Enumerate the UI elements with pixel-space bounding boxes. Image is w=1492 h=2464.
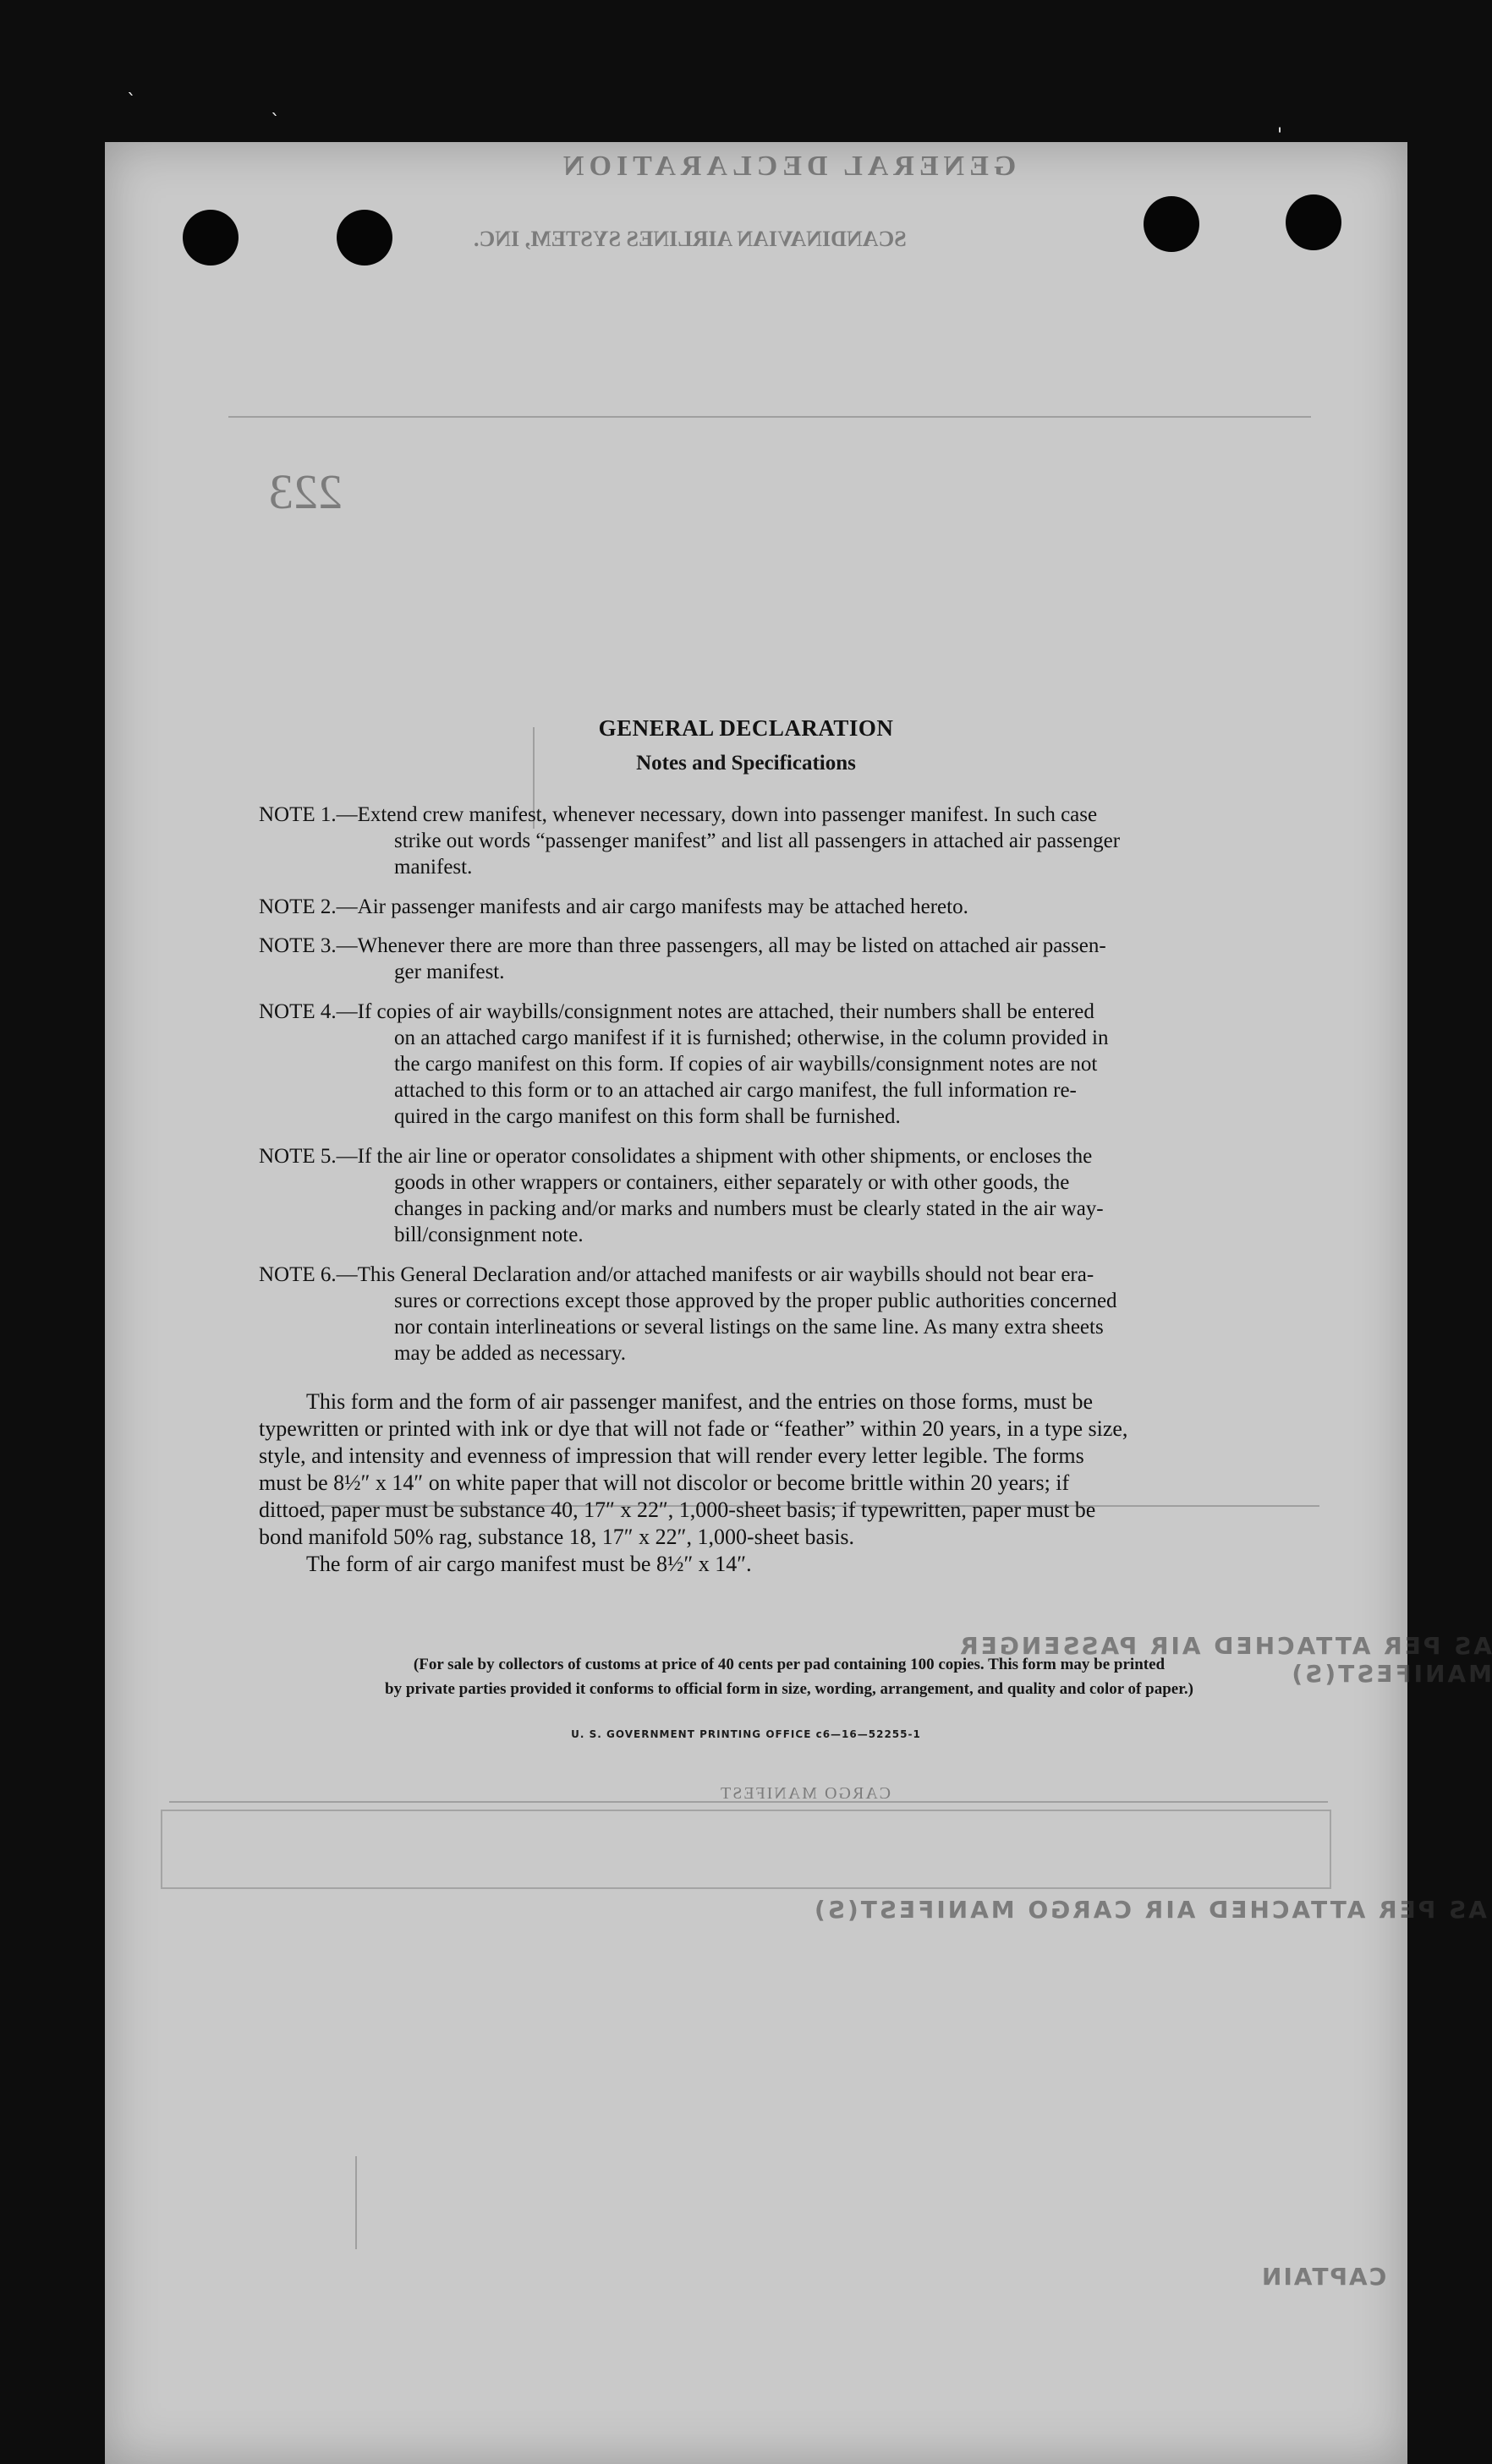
paragraph-line: must be 8½″ x 14″ on white paper that will not discolor or become brittle within 20 years; if	[259, 1470, 1070, 1495]
bleed-through-number: 223	[269, 464, 343, 519]
note-line	[259, 1288, 1319, 1314]
note-text: on an attached cargo manifest if it is furnished; otherwise, in the column provided in	[394, 1027, 1109, 1049]
note-2	[259, 894, 1319, 920]
note-text: quired in the cargo manifest on this form shall be furnished.	[394, 1105, 901, 1128]
note-text: may be added as necessary.	[394, 1342, 626, 1365]
note-line	[259, 1103, 1319, 1130]
note-line	[259, 894, 1319, 920]
sale-notice-line: by private parties provided it conforms to official form in size, wording, arrangement, and quality and color of paper.)	[385, 1680, 1193, 1698]
note-text: the cargo manifest on this form. If copies of air waybills/consignment notes are not	[394, 1053, 1098, 1076]
note-line	[259, 1222, 1319, 1248]
note-label: NOTE 1.	[259, 803, 337, 826]
note-text: —Extend crew manifest, whenever necessary, down into passenger manifest. In such case	[336, 803, 1098, 826]
note-1	[259, 802, 1319, 880]
bleed-through-rule	[355, 2156, 357, 2249]
note-line	[259, 1143, 1319, 1169]
bleed-through-table	[161, 1810, 1331, 1889]
bleed-through-cargo-stamp: AS PER ATTACHED AIR CARGO MANIFEST(S)	[812, 1896, 1487, 1924]
note-text: strike out words “passenger manifest” and list all passengers in attached air passenger	[394, 830, 1121, 852]
note-line	[259, 1314, 1319, 1340]
note-text: sures or corrections except those approved by the proper public authorities concerned	[394, 1289, 1117, 1312]
note-6	[259, 1262, 1319, 1366]
scan-edge-mark: `	[127, 91, 136, 112]
note-text: —If copies of air waybills/consignment notes are attached, their numbers shall be entered	[336, 1000, 1094, 1023]
punch-hole	[337, 210, 392, 266]
note-text: attached to this form or to an attached air cargo manifest, the full information re-	[394, 1079, 1077, 1102]
note-5	[259, 1143, 1319, 1248]
paragraph-line: dittoed, paper must be substance 40, 17″ x 22″, 1,000-sheet basis; if typewritten, paper must be	[259, 1498, 1096, 1522]
bleed-through-captain: CAPTAIN	[1260, 2263, 1387, 2291]
bleed-through-passenger-stamp: AS PER ATTACHED AIR PASSENGER MANIFEST(S)	[957, 1632, 1492, 1688]
note-label: NOTE 5.	[259, 1145, 337, 1168]
scan-edge-mark: '	[1277, 125, 1283, 146]
page-subtitle: Notes and Specifications	[636, 752, 856, 775]
note-line	[259, 854, 1319, 880]
bleed-through-cargo-heading: CARGO MANIFEST	[719, 1784, 891, 1803]
note-text: bill/consignment note.	[394, 1224, 584, 1246]
punch-hole	[1286, 194, 1341, 250]
bleed-through-rule	[169, 1801, 1328, 1803]
page-title: GENERAL DECLARATION	[598, 715, 894, 741]
punch-hole	[183, 210, 239, 266]
note-text: —Whenever there are more than three passengers, all may be listed on attached air passen-	[336, 934, 1106, 957]
note-label: NOTE 6.	[259, 1263, 337, 1286]
note-line	[259, 828, 1319, 854]
note-text: nor contain interlineations or several listings on the same line. As many extra sheets	[394, 1316, 1104, 1339]
bleed-through-heading: GENERAL DECLARATION	[558, 151, 1017, 182]
printing-office-imprint: U. S. GOVERNMENT PRINTING OFFICE c6—16—52255-1	[571, 1728, 921, 1740]
paragraph-line: The form of air cargo manifest must be 8½″ x 14″.	[306, 1552, 752, 1576]
note-4	[259, 999, 1319, 1130]
note-label: NOTE 4.	[259, 1000, 337, 1023]
punch-hole	[1144, 196, 1199, 252]
note-label: NOTE 3.	[259, 934, 337, 957]
bleed-through-rule	[228, 416, 1311, 418]
specification-paragraph	[259, 1388, 1319, 1578]
note-line	[259, 999, 1319, 1025]
note-line	[259, 1077, 1319, 1103]
bleed-through-operator: SCANDINAVIAN AIRLINES SYSTEM, INC.	[474, 227, 907, 251]
note-line	[259, 959, 1319, 985]
note-text: ger manifest.	[394, 961, 505, 983]
note-line	[259, 1340, 1319, 1366]
note-line	[259, 802, 1319, 828]
sale-notice-line: (For sale by collectors of customs at price of 40 cents per pad containing 100 copies. This form may be printed	[413, 1656, 1166, 1673]
note-text: —This General Declaration and/or attached manifests or air waybills should not bear era-	[336, 1263, 1094, 1286]
note-line	[259, 1025, 1319, 1051]
note-text: —If the air line or operator consolidates a shipment with other shipments, or encloses the	[336, 1145, 1093, 1168]
paragraph-line: This form and the form of air passenger manifest, and the entries on those forms, must be	[306, 1389, 1093, 1414]
paragraph-line: typewritten or printed with ink or dye that will not fade or “feather” within 20 years, in a type size,	[259, 1416, 1128, 1441]
sale-notice	[259, 1652, 1319, 1701]
note-line	[259, 933, 1319, 959]
note-text: manifest.	[394, 856, 473, 879]
note-text: goods in other wrappers or containers, either separately or with other goods, the	[394, 1171, 1070, 1194]
note-line	[259, 1051, 1319, 1077]
note-label: NOTE 2.	[259, 895, 337, 918]
note-3	[259, 933, 1319, 985]
note-line	[259, 1169, 1319, 1196]
paragraph-line: style, and intensity and evenness of impression that will render every letter legible. The forms	[259, 1443, 1084, 1468]
scan-edge-mark: `	[271, 112, 280, 133]
note-line	[259, 1262, 1319, 1288]
note-text: changes in packing and/or marks and numbers must be clearly stated in the air way-	[394, 1197, 1104, 1220]
note-line	[259, 1196, 1319, 1222]
note-text: —Air passenger manifests and air cargo manifests may be attached hereto.	[336, 895, 968, 918]
paragraph-line: bond manifold 50% rag, substance 18, 17″ x 22″, 1,000-sheet basis.	[259, 1525, 855, 1549]
